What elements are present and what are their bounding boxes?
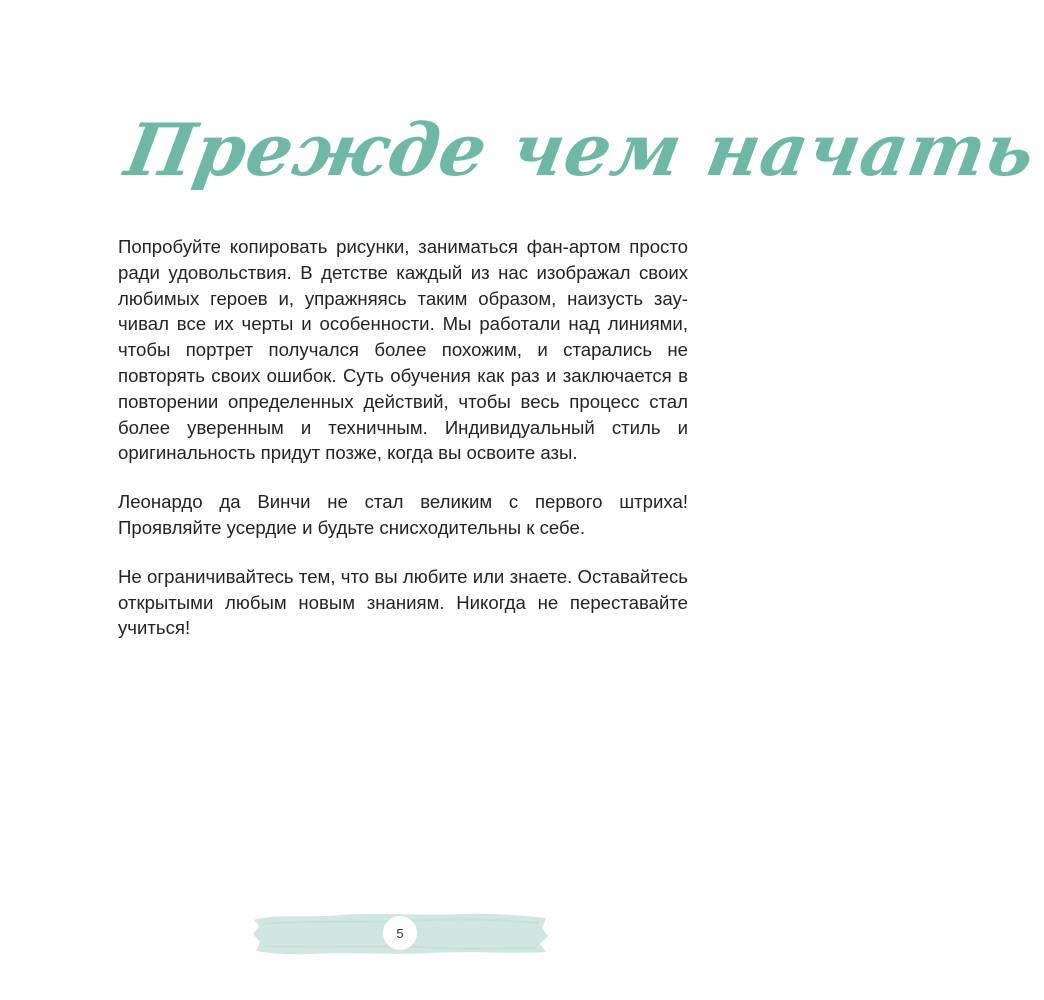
page-number: 5: [383, 916, 417, 950]
page-footer: [250, 906, 550, 960]
paragraph-3: Не ограничивайтесь тем, что вы любите или знаете. Оставайтесь открытыми любым новым знаниям. Никогда не переставайте учиться!: [118, 565, 688, 639]
paragraph-1: Попробуйте копировать рисунки, заниматься фан-артом просто ради удовольствия. В детстве каждый из нас изображал своих любимых героев и, упражняясь таким образом, наизусть заучивал все их черты и особенности. Мы работали над линиями, чтобы портрет получался более похожим, и старались не повторять своих ошибок. Суть обучения как раз и заключается в повторении определенных действий, чтобы весь процесс стал более уверенным и техничным. Индивидуальный стиль и оригинальность придут позже, когда вы освоите азы.: [118, 236, 688, 464]
page-title: Прежде чем начать: [119, 107, 1043, 192]
body-text: [118, 234, 688, 664]
paragraph-2: Леонардо да Винчи не стал великим с первого штриха! Проявляйте усердие и будьте снисходительны к себе.: [118, 491, 688, 538]
